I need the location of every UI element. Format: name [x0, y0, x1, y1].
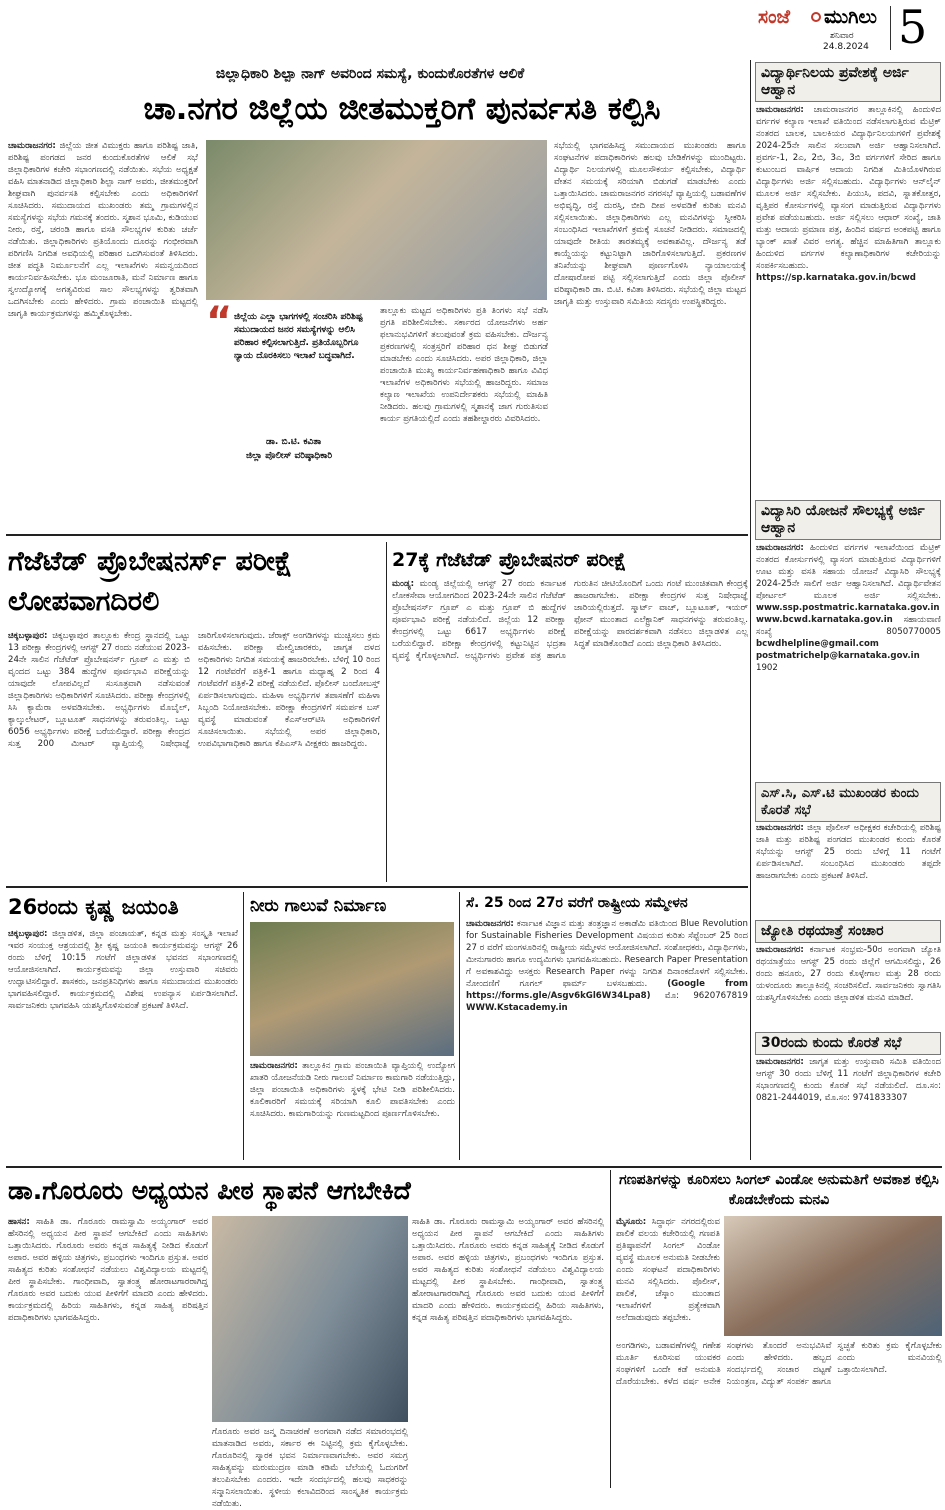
hostel-body: ಚಾಮರಾಜನಗರ: ಚಾಮರಾಜನಗರ ತಾಲ್ಲೂಕಿನಲ್ಲಿ ಹಿಂದುಳಿದ ವರ್ಗಗಳ ಕಲ್ಯಾಣ ಇಲಾಖೆ ವತಿಯಿಂದ ನಡೆಸಲಾಗುತ್ತಿರುವ ಮೆಟ್ರಿಕ್ ನಂತರದ ಬಾಲಕ, ಬಾಲಕಿಯರ ವಿದ್ಯಾರ್ಥಿನಿಲಯಗಳಿಗೆ ಪ್ರವೇಶಕ್ಕೆ 2024-25ನೇ ಸಾಲಿನ ಸಲುವಾಗಿ ಅರ್ಜಿ ಆಹ್ವಾನಿಸಲಾಗಿದೆ. ಪ್ರವರ್ಗ-1, 2ಎ, 2ಬಿ, 3ಎ, 3ಬಿ ವರ್ಗಗಳಿಗೆ ಸೇರಿದ ಹಾಗೂ ಕುಟುಂಬದ ವಾರ್ಷಿಕ ಆದಾಯ ನಿಗದಿತ ಮಿತಿಯೊಳಗಿರುವ ವಿದ್ಯಾರ್ಥಿಗಳು ಅರ್ಜಿ ಸಲ್ಲಿಸಬಹುದು. ವಿದ್ಯಾರ್ಥಿಗಳು ಆನ್‌ಲೈನ್ ಮೂಲಕ ಅರ್ಜಿ ಸಲ್ಲಿಸಬೇಕು. ಪಿಯುಸಿ, ಪದವಿ, ಸ್ನಾತಕೋತ್ತರ, ವೃತ್ತಿಪರ ಕೋರ್ಸುಗಳಲ್ಲಿ ವ್ಯಾಸಂಗ ಮಾಡುತ್ತಿರುವ ವಿದ್ಯಾರ್ಥಿಗಳು ಪ್ರವೇಶ ಪಡೆಯಬಹುದು. ಅರ್ಜಿ ಸಲ್ಲಿಸಲು ಆಧಾರ್ ಸಂಖ್ಯೆ, ಜಾತಿ ಮತ್ತು ಆದಾಯ ಪ್ರಮಾಣ ಪತ್ರ, ಹಿಂದಿನ ವರ್ಷದ ಅಂಕಪಟ್ಟಿ ಹಾಗೂ ಬ್ಯಾಂಕ್ ಖಾತೆ ವಿವರ ಅಗತ್ಯ. ಹೆಚ್ಚಿನ ಮಾಹಿತಿಗಾಗಿ ತಾಲ್ಲೂಕು ಹಿಂದುಳಿದ ವರ್ಗಗಳ ಕಲ್ಯಾಣಾಧಿಕಾರಿಗಳ ಕಚೇರಿಯನ್ನು ಸಂಪರ್ಕಿಸಬಹುದು. https://sp.karnataka.gov.in/bcwd: [756, 105, 942, 283]
sidebar-divider: [750, 60, 751, 1160]
quote-text: ಜಿಲ್ಲೆಯ ಎಲ್ಲಾ ಭಾಗಗಳಲ್ಲಿ ಸಂಚರಿಸಿ ಪರಿಶಿಷ್ಟ ಸಮುದಾಯದ ಜನರ ಸಮಸ್ಯೆಗಳನ್ನು ಆಲಿಸಿ ಪರಿಹಾರ ಕಲ್ಪಿಸಲಾಗುತ್ತಿದೆ. ಪ್ರತಿಯೊಬ್ಬರಿಗೂ ನ್ಯಾಯ ದೊರಕಿಸಲು ಇಲಾಖೆ ಬದ್ಧವಾಗಿದೆ.: [234, 312, 363, 361]
gazette-b-body: ಮಂಡ್ಯ: ಮಂಡ್ಯ ಜಿಲ್ಲೆಯಲ್ಲಿ ಆಗಸ್ಟ್ 27 ರಂದು ಕರ್ನಾಟಕ ಲೋಕಸೇವಾ ಆಯೋಗದಿಂದ 2023-24ನೇ ಸಾಲಿನ ಗೆಜೆಟೆಡ್ ಪ್ರೊಬೇಷನರ್ಸ್ ಗ್ರೂಪ್ ಎ ಮತ್ತು ಗ್ರೂಪ್ ಬಿ ಹುದ್ದೆಗಳ ಪೂರ್ವಭಾವಿ ಪರೀಕ್ಷೆ ನಡೆಯಲಿದೆ. ಜಿಲ್ಲೆಯ 12 ಪರೀಕ್ಷಾ ಕೇಂದ್ರಗಳಲ್ಲಿ ಒಟ್ಟು 6617 ಅಭ್ಯರ್ಥಿಗಳು ಪರೀಕ್ಷೆ ಬರೆಯಲಿದ್ದಾರೆ. ಪರೀಕ್ಷಾ ಕೇಂದ್ರಗಳಲ್ಲಿ ಕಟ್ಟುನಿಟ್ಟಿನ ಭದ್ರತಾ ವ್ಯವಸ್ಥೆ ಕೈಗೊಳ್ಳಲಾಗಿದೆ. ಅಭ್ಯರ್ಥಿಗಳು ಪ್ರವೇಶ ಪತ್ರ ಹಾಗೂ ಗುರುತಿನ ಚೀಟಿಯೊಂದಿಗೆ ಒಂದು ಗಂಟೆ ಮುಂಚಿತವಾಗಿ ಕೇಂದ್ರಕ್ಕೆ ಹಾಜರಾಗಬೇಕು. ಪರೀಕ್ಷಾ ಕೇಂದ್ರಗಳ ಸುತ್ತ ನಿಷೇಧಾಜ್ಞೆ ಜಾರಿಯಲ್ಲಿರುತ್ತದೆ. ಸ್ಮಾರ್ಟ್ ವಾಚ್, ಬ್ಲೂಟೂತ್, ಇಯರ್ ಫೋನ್ ಮುಂತಾದ ಎಲೆಕ್ಟ್ರಾನಿಕ್ ಸಾಧನಗಳನ್ನು ತರುವಂತಿಲ್ಲ. ಪರೀಕ್ಷೆಯನ್ನು ಪಾರದರ್ಶಕವಾಗಿ ನಡೆಸಲು ಜಿಲ್ಲಾಡಳಿತ ಎಲ್ಲ ಸಿದ್ಧತೆ ಮಾಡಿಕೊಂಡಿದೆ ಎಂದು ಜಿಲ್ಲಾಧಿಕಾರಿ ತಿಳಿಸಿದರು.: [392, 579, 748, 661]
water-photo: [250, 922, 454, 1056]
fisheries-headline: ಸೆ. 25 ರಿಂದ 27ರ ವರೆಗೆ ರಾಷ್ಟ್ರೀಯ ಸಮ್ಮೇಳನ: [466, 895, 688, 911]
brand-swirl-icon: [811, 12, 821, 22]
krishna-body: ಚಿಕ್ಕಬಳ್ಳಾಪುರ: ಜಿಲ್ಲಾಡಳಿತ, ಜಿಲ್ಲಾ ಪಂಚಾಯತ್, ಕನ್ನಡ ಮತ್ತು ಸಂಸ್ಕೃತಿ ಇಲಾಖೆ ಇವರ ಸಂಯುಕ್ತ ಆಶ್ರಯದಲ್ಲಿ ಶ್ರೀ ಕೃಷ್ಣ ಜಯಂತಿ ಕಾರ್ಯಕ್ರಮವನ್ನು ಆಗಸ್ಟ್ 26 ರಂದು ಬೆಳಿಗ್ಗೆ 10:15 ಗಂಟೆಗೆ ಜಿಲ್ಲಾಡಳಿತ ಭವನದ ಸಭಾಂಗಣದಲ್ಲಿ ಆಯೋಜಿಸಲಾಗಿದೆ. ಕಾರ್ಯಕ್ರಮವನ್ನು ಜಿಲ್ಲಾ ಉಸ್ತುವಾರಿ ಸಚಿವರು ಉದ್ಘಾಟಿಸಲಿದ್ದಾರೆ. ಶಾಸಕರು, ಜನಪ್ರತಿನಿಧಿಗಳು ಹಾಗೂ ಸಮುದಾಯದ ಮುಖಂಡರು ಭಾಗವಹಿಸಲಿದ್ದಾರೆ. ಕಾರ್ಯಕ್ರಮದಲ್ಲಿ ವಿಶೇಷ ಉಪನ್ಯಾಸ ಏರ್ಪಡಿಸಲಾಗಿದೆ. ಸಾರ್ವಜನಿಕರು ಭಾಗವಹಿಸಿ ಯಶಸ್ವಿಗೊಳಿಸುವಂತೆ ಪ್ರಕಟಣೆ ತಿಳಿಸಿದೆ.: [8, 929, 239, 1011]
col-divider-fish: [459, 892, 460, 1160]
meet30-headline: 30ರಂದು ಕುಂದು ಕೊರತೆ ಸಭೆ: [755, 1032, 941, 1055]
goruru-body-a: ಹಾಸನ: ಸಾಹಿತಿ ಡಾ. ಗೊರೂರು ರಾಮಸ್ವಾಮಿ ಅಯ್ಯಂಗಾರ್ ಅವರ ಹೆಸರಿನಲ್ಲಿ ಅಧ್ಯಯನ ಪೀಠ ಸ್ಥಾಪನೆ ಆಗಬೇಕಿದೆ ಎಂದು ಸಾಹಿತಿಗಳು ಒತ್ತಾಯಿಸಿದರು. ಗೊರೂರು ಅವರು ಕನ್ನಡ ಸಾಹಿತ್ಯಕ್ಕೆ ನೀಡಿದ ಕೊಡುಗೆ ಅಪಾರ. ಅವರ ಹಳ್ಳಿಯ ಚಿತ್ರಗಳು, ಪ್ರಬಂಧಗಳು ಇಂದಿಗೂ ಪ್ರಸ್ತುತ. ಅವರ ಸಾಹಿತ್ಯದ ಕುರಿತು ಸಂಶೋಧನೆ ನಡೆಯಲು ವಿಶ್ವವಿದ್ಯಾಲಯ ಮಟ್ಟದಲ್ಲಿ ಪೀಠ ಸ್ಥಾಪಿಸಬೇಕು. ಗಾಂಧೀವಾದಿ, ಸ್ವಾತಂತ್ರ್ಯ ಹೋರಾಟಗಾರರಾಗಿದ್ದ ಗೊರೂರು ಅವರ ಬದುಕು ಯುವ ಪೀಳಿಗೆಗೆ ಮಾದರಿ ಎಂದು ಹೇಳಿದರು. ಕಾರ್ಯಕ್ರಮದಲ್ಲಿ ಹಿರಿಯ ಸಾಹಿತಿಗಳು, ಕನ್ನಡ ಸಾಹಿತ್ಯ ಪರಿಷತ್ತಿನ ಪದಾಧಿಕಾರಿಗಳು ಭಾಗವಹಿಸಿದ್ದರು.: [8, 1217, 208, 1323]
ganesha-body-b: ಅಂಗಡಿಗಳು, ಬಡಾವಣೆಗಳಲ್ಲಿ ಗಣೇಶ ಮೂರ್ತಿ ಕೂರಿಸುವ ಯುವಕರ ಸಂಘಗಳಿಗೆ ಒಂದೇ ಕಡೆ ಅನುಮತಿ ದೊರೆಯಬೇಕು. ಕಳೆದ ವರ್ಷ ಅನೇಕ ಸಂಘಗಳು ತೊಂದರೆ ಅನುಭವಿಸಿವೆ ಎಂದು ಹೇಳಿದರು. ಹಬ್ಬದ ಸಂದರ್ಭದಲ್ಲಿ ಸಂಚಾರ ದಟ್ಟಣೆ ನಿಯಂತ್ರಣ, ವಿದ್ಯುತ್ ಸಂಪರ್ಕ ಹಾಗೂ ಸ್ವಚ್ಛತೆ ಕುರಿತು ಕ್ರಮ ಕೈಗೊಳ್ಳಬೇಕು ಎಂದು ಮನವಿಯಲ್ಲಿ ಒತ್ತಾಯಿಸಲಾಗಿದೆ.: [616, 1341, 942, 1387]
row-rule-1: [6, 534, 748, 536]
pull-quote: [206, 299, 376, 485]
lead-body-b: ತಾಲ್ಲೂಕು ಮಟ್ಟದ ಅಧಿಕಾರಿಗಳು ಪ್ರತಿ ತಿಂಗಳು ಸಭೆ ನಡೆಸಿ ಪ್ರಗತಿ ಪರಿಶೀಲಿಸಬೇಕು. ಸರ್ಕಾರದ ಯೋಜನೆಗಳು ಅರ್ಹ ಫಲಾನುಭವಿಗಳಿಗೆ ತಲುಪುವಂತೆ ಕ್ರಮ ವಹಿಸಬೇಕು. ದೌರ್ಜನ್ಯ ಪ್ರಕರಣಗಳಲ್ಲಿ ಸಂತ್ರಸ್ತರಿಗೆ ಪರಿಹಾರ ಧನ ಶೀಘ್ರ ಬಿಡುಗಡೆ ಮಾಡಬೇಕು ಎಂದು ಸೂಚಿಸಿದರು. ಅಪರ ಜಿಲ್ಲಾಧಿಕಾರಿ, ಜಿಲ್ಲಾ ಪಂಚಾಯಿತಿ ಮುಖ್ಯ ಕಾರ್ಯನಿರ್ವಹಣಾಧಿಕಾರಿ ಹಾಗೂ ವಿವಿಧ ಇಲಾಖೆಗಳ ಅಧಿಕಾರಿಗಳು ಸಭೆಯಲ್ಲಿ ಹಾಜರಿದ್ದರು. ಸಮಾಜ ಕಲ್ಯಾಣ ಇಲಾಖೆಯ ಉಪನಿರ್ದೇಶಕರು ಸಭೆಯಲ್ಲಿ ಮಾಹಿತಿ ನೀಡಿದರು. ಹಲವು ಗ್ರಾಮಗಳಲ್ಲಿ ಸ್ಮಶಾನಕ್ಕೆ ಜಾಗ ಗುರುತಿಸುವ ಕಾರ್ಯ ಪ್ರಗತಿಯಲ್ಲಿದೆ ಎಂದು ತಹಶೀಲ್ದಾರರು ವಿವರಿಸಿದರು.: [380, 306, 548, 424]
lead-body-a: ಜಿಲ್ಲೆಯ ಜೀತ ವಿಮುಕ್ತರು ಹಾಗೂ ಪರಿಶಿಷ್ಟ ಜಾತಿ, ಪರಿಶಿಷ್ಟ ಪಂಗಡದ ಜನರ ಕುಂದುಕೊರತೆಗಳ ಆಲಿಕೆ ಸಭೆ ಜಿಲ್ಲಾಧಿಕಾರಿಗಳ ಕಚೇರಿ ಸಭಾಂಗಣದಲ್ಲಿ ನಡೆಯಿತು. ಸಭೆಯ ಅಧ್ಯಕ್ಷತೆ ವಹಿಸಿ ಮಾತನಾಡಿದ ಜಿಲ್ಲಾಧಿಕಾರಿ ಶಿಲ್ಪಾ ನಾಗ್ ಅವರು, ಜೀತಮುಕ್ತರಿಗೆ ಶೀಘ್ರವಾಗಿ ಪುನರ್ವಸತಿ ಕಲ್ಪಿಸಬೇಕು ಎಂದು ಅಧಿಕಾರಿಗಳಿಗೆ ಸೂಚಿಸಿದರು. ಸಮುದಾಯದ ಮುಖಂಡರು ತಮ್ಮ ಗ್ರಾಮಗಳಲ್ಲಿನ ಸಮಸ್ಯೆಗಳನ್ನು ಸಭೆಯ ಗಮನಕ್ಕೆ ತಂದರು. ಸ್ಮಶಾನ ಭೂಮಿ, ಕುಡಿಯುವ ನೀರು, ರಸ್ತೆ, ಚರಂಡಿ ಹಾಗೂ ವಸತಿ ಸೌಲಭ್ಯಗಳ ಕುರಿತು ಚರ್ಚೆ ನಡೆಯಿತು. ಜಿಲ್ಲಾಧಿಕಾರಿಗಳು ಪ್ರತಿಯೊಂದು ದೂರನ್ನು ಗಂಭೀರವಾಗಿ ಪರಿಗಣಿಸಿ ನಿಗದಿತ ಅವಧಿಯಲ್ಲಿ ಪರಿಹಾರ ಒದಗಿಸುವಂತೆ ತಿಳಿಸಿದರು. ಜೀತ ಪದ್ಧತಿ ನಿರ್ಮೂಲನೆಗೆ ಎಲ್ಲ ಇಲಾಖೆಗಳು ಸಮನ್ವಯದಿಂದ ಕಾರ್ಯನಿರ್ವಹಿಸಬೇಕು. ಭೂ ಮಂಜೂರಾತಿ, ಮನೆ ನಿರ್ಮಾಣ ಹಾಗೂ ಸ್ವಉದ್ಯೋಗಕ್ಕೆ ಅಗತ್ಯವಿರುವ ಸಾಲ ಸೌಲಭ್ಯಗಳನ್ನು ತ್ವರಿತವಾಗಿ ಒದಗಿಸಬೇಕು ಎಂದು ಹೇಳಿದರು. ಗ್ರಾಮ ಪಂಚಾಯಿತಿ ಮಟ್ಟದಲ್ಲಿ ಜಾಗೃತಿ ಕಾರ್ಯಕ್ರಮಗಳನ್ನು ಹಮ್ಮಿಕೊಳ್ಳಬೇಕು.: [8, 141, 198, 319]
vidyasiri-body: ಚಾಮರಾಜನಗರ: ಹಿಂದುಳಿದ ವರ್ಗಗಳ ಇಲಾಖೆಯಿಂದ ಮೆಟ್ರಿಕ್ ನಂತರದ ಕೋರ್ಸುಗಳಲ್ಲಿ ವ್ಯಾಸಂಗ ಮಾಡುತ್ತಿರುವ ವಿದ್ಯಾರ್ಥಿಗಳಿಗೆ ಊಟ ಮತ್ತು ವಸತಿ ಸಹಾಯ ಯೋಜನೆ ವಿದ್ಯಾಸಿರಿ ಸೌಲಭ್ಯಕ್ಕೆ 2024-25ನೇ ಸಾಲಿಗೆ ಅರ್ಜಿ ಆಹ್ವಾನಿಸಲಾಗಿದೆ. ವಿದ್ಯಾರ್ಥಿವೇತನ ಪೋರ್ಟಲ್ ಮೂಲಕ ಅರ್ಜಿ ಸಲ್ಲಿಸಬೇಕು. www.ssp.postmatric.karnataka.gov.in www.bcwd.karnataka.gov.in ಸಹಾಯವಾಣಿ ಸಂಖ್ಯೆ 8050770005 bcwdhelpline@gmail.com postmatrichelp@karnataka.gov.in 1902: [756, 543, 941, 673]
vidyasiri-email-2[interactable]: postmatrichelp@karnataka.gov.in: [756, 651, 920, 661]
jyothi-headline: ಜ್ಯೋತಿ ರಥಯಾತ್ರೆ ಸಂಚಾರ: [755, 920, 941, 943]
col-divider-ganesha: [610, 1170, 611, 1488]
lead-headline: ಚಾ.ನಗರ ಜಿಲ್ಲೆಯ ಜೀತಮುಕ್ತರಿಗೆ ಪುನರ್ವಸತಿ ಕಲ್ಪಿಸಿ: [143, 91, 661, 127]
water-body: ಚಾಮರಾಜನಗರ: ತಾಲ್ಲೂಕಿನ ಗ್ರಾಮ ಪಂಚಾಯಿತಿ ವ್ಯಾಪ್ತಿಯಲ್ಲಿ ಉದ್ಯೋಗ ಖಾತರಿ ಯೋಜನೆಯಡಿ ನೀರು ಗಾಲುವೆ ನಿರ್ಮಾಣ ಕಾಮಗಾರಿ ನಡೆಯುತ್ತಿದ್ದು, ಜಿಲ್ಲಾ ಪಂಚಾಯಿತಿ ಅಧಿಕಾರಿಗಳು ಸ್ಥಳಕ್ಕೆ ಭೇಟಿ ನೀಡಿ ಪರಿಶೀಲಿಸಿದರು. ಕೂಲಿಕಾರರಿಗೆ ಸಮಯಕ್ಕೆ ಸರಿಯಾಗಿ ಕೂಲಿ ಪಾವತಿಸಬೇಕು ಎಂದು ಸೂಚಿಸಿದರು. ಕಾಮಗಾರಿಯನ್ನು ಗುಣಮಟ್ಟದಿಂದ ಪೂರ್ಣಗೊಳಿಸಬೇಕು.: [250, 1061, 456, 1119]
fisheries-body: ಚಾಮರಾಜನಗರ: ಕರ್ನಾಟಕ ವಿಜ್ಞಾನ ಮತ್ತು ತಂತ್ರಜ್ಞಾನ ಅಕಾಡೆಮಿ ವತಿಯಿಂದ Blue Revolution for Sustainable Fisheries Development ವಿಷಯದ ಕುರಿತು ಸೆಪ್ಟೆಂಬರ್ 25 ರಿಂದ 27 ರ ವರೆಗೆ ಮಂಗಳೂರಿನಲ್ಲಿ ರಾಷ್ಟ್ರೀಯ ಸಮ್ಮೇಳನ ಆಯೋಜಿಸಲಾಗಿದೆ. ಸಂಶೋಧಕರು, ವಿದ್ಯಾರ್ಥಿಗಳು, ಮೀನುಗಾರರು ಹಾಗೂ ಉದ್ಯಮಿಗಳು ಭಾಗವಹಿಸಬಹುದು. Research Paper Presentation ಗೆ ಅವಕಾಶವಿದ್ದು ಆಸಕ್ತರು Research Paper ಗಳನ್ನು ನಿಗದಿತ ದಿನಾಂಕದೊಳಗೆ ಸಲ್ಲಿಸಬೇಕು. ನೋಂದಣಿಗೆ ಗೂಗಲ್ ಫಾರ್ಮ್ ಬಳಸಬಹುದು. (Google from https://forms.gle/Asgv6kGl6W34Lpa8) ಮೊ: 9620767819 WWW.Kstacademy.in: [466, 919, 749, 1013]
vidyasiri-headline: ವಿದ್ಯಾಸಿರಿ ಯೋಜನೆ ಸೌಲಭ್ಯಕ್ಕೆ ಅರ್ಜಿ ಆಹ್ವಾನ: [755, 500, 941, 540]
vidyasiri-link-2[interactable]: www.bcwd.karnataka.gov.in: [756, 615, 893, 625]
vidyasiri-email[interactable]: bcwdhelpline@gmail.com: [756, 639, 879, 649]
goruru-body-c: ಸಾಹಿತಿ ಡಾ. ಗೊರೂರು ರಾಮಸ್ವಾಮಿ ಅಯ್ಯಂಗಾರ್ ಅವರ ಹೆಸರಿನಲ್ಲಿ ಅಧ್ಯಯನ ಪೀಠ ಸ್ಥಾಪನೆ ಆಗಬೇಕಿದೆ ಎಂದು ಸಾಹಿತಿಗಳು ಒತ್ತಾಯಿಸಿದರು. ಗೊರೂರು ಅವರು ಕನ್ನಡ ಸಾಹಿತ್ಯಕ್ಕೆ ನೀಡಿದ ಕೊಡುಗೆ ಅಪಾರ. ಅವರ ಹಳ್ಳಿಯ ಚಿತ್ರಗಳು, ಪ್ರಬಂಧಗಳು ಇಂದಿಗೂ ಪ್ರಸ್ತುತ. ಅವರ ಸಾಹಿತ್ಯದ ಕುರಿತು ಸಂಶೋಧನೆ ನಡೆಯಲು ವಿಶ್ವವಿದ್ಯಾಲಯ ಮಟ್ಟದಲ್ಲಿ ಪೀಠ ಸ್ಥಾಪಿಸಬೇಕು. ಗಾಂಧೀವಾದಿ, ಸ್ವಾತಂತ್ರ್ಯ ಹೋರಾಟಗಾರರಾಗಿದ್ದ ಗೊರೂರು ಅವರ ಬದುಕು ಯುವ ಪೀಳಿಗೆಗೆ ಮಾದರಿ ಎಂದು ಹೇಳಿದರು. ಕಾರ್ಯಕ್ರಮದಲ್ಲಿ ಹಿರಿಯ ಸಾಹಿತಿಗಳು, ಕನ್ನಡ ಸಾಹಿತ್ಯ ಪರಿಷತ್ತಿನ ಪದಾಧಿಕಾರಿಗಳು ಭಾಗವಹಿಸಿದ್ದರು.: [412, 1217, 604, 1323]
quote-author-role: ಜಿಲ್ಲಾ ಪೊಲೀಸ್ ವರಿಷ್ಠಾಧಿಕಾರಿ: [246, 451, 333, 461]
fisheries-form-link[interactable]: (Google from https://forms.gle/Asgv6kGl6W34Lpa8): [466, 979, 749, 1001]
lead-col-4: [554, 140, 746, 530]
lead-photo: [206, 140, 547, 300]
fisheries-site-link[interactable]: WWW.Kstacademy.in: [466, 1003, 568, 1013]
col-divider-water: [243, 892, 244, 1160]
masthead-divider: [890, 6, 891, 50]
gazette-a-headline: ಗೆಜೆಟೆಡ್ ಪ್ರೊಬೇಷನರ್ಸ್ ಪರೀಕ್ಷೆ ಲೋಪವಾಗದಿರಲಿ: [8, 546, 293, 617]
scst-headline: ಎಸ್.ಸಿ, ಎಸ್.ಟಿ ಮುಖಂಡರ ಕುಂದು ಕೊರತೆ ಸಭೆ: [755, 782, 941, 822]
krishna-headline: 26ರಂದು ಕೃಷ್ಣ ಜಯಂತಿ: [8, 895, 179, 919]
brand-name-b: ಮುಗಿಲು: [824, 6, 877, 28]
goruru-body-b: ಗೊರೂರು ಅವರ ಜನ್ಮ ದಿನಾಚರಣೆ ಅಂಗವಾಗಿ ನಡೆದ ಸಮಾರಂಭದಲ್ಲಿ ಮಾತನಾಡಿದ ಅವರು, ಸರ್ಕಾರ ಈ ನಿಟ್ಟಿನಲ್ಲಿ ಕ್ರಮ ಕೈಗೊಳ್ಳಬೇಕು. ಗೊರೂರಿನಲ್ಲಿ ಸ್ಮಾರಕ ಭವನ ನಿರ್ಮಾಣವಾಗಬೇಕು. ಅವರ ಸಮಗ್ರ ಸಾಹಿತ್ಯವನ್ನು ಮರುಮುದ್ರಣ ಮಾಡಿ ಕಡಿಮೆ ಬೆಲೆಯಲ್ಲಿ ಓದುಗರಿಗೆ ತಲುಪಿಸಬೇಕು ಎಂದರು. ಇದೇ ಸಂದರ್ಭದಲ್ಲಿ ಹಲವು ಸಾಧಕರನ್ನು ಸನ್ಮಾನಿಸಲಾಯಿತು. ಸ್ಥಳೀಯ ಕಲಾವಿದರಿಂದ ಸಾಂಸ್ಕೃತಿಕ ಕಾರ್ಯಕ್ರಮ ನಡೆಯಿತು.: [212, 1427, 408, 1509]
ganesha-body-a: ಮೈಸೂರು: ಸಿದ್ಧಾರ್ಥ ನಗರದಲ್ಲಿರುವ ಪಾಲಿಕೆ ವಲಯ ಕಚೇರಿಯಲ್ಲಿ ಗಣಪತಿ ಪ್ರತಿಷ್ಠಾಪನೆಗೆ ಸಿಂಗಲ್ ವಿಂಡೋ ವ್ಯವಸ್ಥೆ ಮೂಲಕ ಅನುಮತಿ ನೀಡಬೇಕು ಎಂದು ಸಂಘಟನೆ ಪದಾಧಿಕಾರಿಗಳು ಮನವಿ ಸಲ್ಲಿಸಿದರು. ಪೊಲೀಸ್, ಪಾಲಿಕೆ, ಚೆಸ್ಕಾಂ ಮುಂತಾದ ಇಲಾಖೆಗಳಿಗೆ ಪ್ರತ್ಯೇಕವಾಗಿ ಅಲೆದಾಡುವುದು ತಪ್ಪಬೇಕು.: [616, 1217, 720, 1323]
issue-date: 24.8.2024: [823, 42, 869, 52]
lead-col-3: [380, 305, 548, 530]
lead-col-1: [8, 140, 198, 530]
hostel-link[interactable]: https://sp.karnataka.gov.in/bcwd: [756, 273, 916, 283]
gazette-a-body: ಚಿಕ್ಕಬಳ್ಳಾಪುರ: ಚಿಕ್ಕಬಳ್ಳಾಪುರ ತಾಲ್ಲೂಕು ಕೇಂದ್ರ ಸ್ಥಾನದಲ್ಲಿ ಒಟ್ಟು 13 ಪರೀಕ್ಷಾ ಕೇಂದ್ರಗಳಲ್ಲಿ ಆಗಸ್ಟ್ 27 ರಂದು ನಡೆಯುವ 2023-24ನೇ ಸಾಲಿನ ಗೆಜೆಟೆಡ್ ಪ್ರೊಬೇಷನರ್ಸ್ ಗ್ರೂಪ್ ಎ ಮತ್ತು ಬಿ ವೃಂದದ ಒಟ್ಟು 384 ಹುದ್ದೆಗಳ ಪೂರ್ವಭಾವಿ ಪರೀಕ್ಷೆಯನ್ನು ಯಾವುದೇ ಲೋಪವಿಲ್ಲದೆ ಸುಸೂತ್ರವಾಗಿ ನಡೆಸುವಂತೆ ಜಿಲ್ಲಾಧಿಕಾರಿಗಳು ಅಧಿಕಾರಿಗಳಿಗೆ ಸೂಚಿಸಿದರು. ಪರೀಕ್ಷಾ ಕೇಂದ್ರಗಳಲ್ಲಿ ಸಿಸಿ ಕ್ಯಾಮೆರಾ ಅಳವಡಿಸಬೇಕು. ಅಭ್ಯರ್ಥಿಗಳು ಮೊಬೈಲ್, ಕ್ಯಾಲ್ಕುಲೇಟರ್, ಬ್ಲೂಟೂತ್ ಸಾಧನಗಳನ್ನು ತರುವಂತಿಲ್ಲ. ಒಟ್ಟು 6056 ಅಭ್ಯರ್ಥಿಗಳು ಪರೀಕ್ಷೆ ಬರೆಯಲಿದ್ದಾರೆ. ಪರೀಕ್ಷಾ ಕೇಂದ್ರದ ಸುತ್ತ 200 ಮೀಟರ್ ವ್ಯಾಪ್ತಿಯಲ್ಲಿ ನಿಷೇಧಾಜ್ಞೆ ಜಾರಿಗೊಳಿಸಲಾಗುವುದು. ಜೆರಾಕ್ಸ್ ಅಂಗಡಿಗಳನ್ನು ಮುಚ್ಚಿಸಲು ಕ್ರಮ ವಹಿಸಬೇಕು. ಪರೀಕ್ಷಾ ಮೇಲ್ವಿಚಾರಕರು, ಜಾಗೃತ ದಳದ ಅಧಿಕಾರಿಗಳು ನಿಗದಿತ ಸಮಯಕ್ಕೆ ಹಾಜರಿರಬೇಕು. ಬೆಳಿಗ್ಗೆ 10 ರಿಂದ 12 ಗಂಟೆವರೆಗೆ ಪತ್ರಿಕೆ-1 ಹಾಗೂ ಮಧ್ಯಾಹ್ನ 2 ರಿಂದ 4 ಗಂಟೆವರೆಗೆ ಪತ್ರಿಕೆ-2 ಪರೀಕ್ಷೆ ನಡೆಯಲಿದೆ. ಪೊಲೀಸ್ ಬಂದೋಬಸ್ತ್ ಏರ್ಪಡಿಸಲಾಗುವುದು. ಮಹಿಳಾ ಅಭ್ಯರ್ಥಿಗಳ ತಪಾಸಣೆಗೆ ಮಹಿಳಾ ಸಿಬ್ಬಂದಿ ನಿಯೋಜಿಸಬೇಕು. ಪರೀಕ್ಷಾ ಕೇಂದ್ರಗಳಿಗೆ ಸಮರ್ಪಕ ಬಸ್ ವ್ಯವಸ್ಥೆ ಮಾಡುವಂತೆ ಕೆಎಸ್‌ಆರ್‌ಟಿಸಿ ಅಧಿಕಾರಿಗಳಿಗೆ ಸೂಚಿಸಲಾಯಿತು. ಸಭೆಯಲ್ಲಿ ಅಪರ ಜಿಲ್ಲಾಧಿಕಾರಿ, ಉಪವಿಭಾಗಾಧಿಕಾರಿ ಹಾಗೂ ಕೆಪಿಎಸ್‌ಸಿ ವೀಕ್ಷಕರು ಹಾಜರಿದ್ದರು.: [8, 631, 380, 749]
gazette-b-headline: 27ಕ್ಕೆ ಗೆಜೆಟೆಡ್ ಪ್ರೊಬೇಷನರ್ ಪರೀಕ್ಷೆ: [392, 549, 627, 571]
goruru-photo: [212, 1216, 408, 1422]
brand-name: ಸಂಜೆ: [758, 6, 791, 28]
water-headline: ನೀರು ಗಾಲುವೆ ನಿರ್ಮಾಣ: [250, 896, 387, 916]
lead-kicker: ಜಿಲ್ಲಾಧಿಕಾರಿ ಶಿಲ್ಪಾ ನಾಗ್ ಅವರಿಂದ ಸಮಸ್ಯೆ, ಕುಂದುಕೊರತೆಗಳ ಆಲಿಕೆ: [215, 66, 525, 82]
row-rule-2: [6, 886, 748, 888]
hostel-headline: ವಿದ್ಯಾರ್ಥಿನಿಲಯ ಪ್ರವೇಶಕ್ಕೆ ಅರ್ಜಿ ಆಹ್ವಾನ: [755, 62, 941, 102]
col-divider-gazette: [386, 542, 387, 882]
vidyasiri-link-1[interactable]: www.ssp.postmatric.karnataka.gov.in: [756, 603, 940, 613]
issue-day: ಶನಿವಾರ: [830, 31, 854, 41]
dateline: ಚಾಮರಾಜನಗರ:: [8, 141, 56, 151]
quote-author: ಡಾ. ಬಿ.ಟಿ. ಕವಿತಾ: [266, 437, 322, 447]
lead-body-c: ಸಭೆಯಲ್ಲಿ ಭಾಗವಹಿಸಿದ್ದ ಸಮುದಾಯದ ಮುಖಂಡರು ಹಾಗೂ ಸಂಘಟನೆಗಳ ಪದಾಧಿಕಾರಿಗಳು ಹಲವು ಬೇಡಿಕೆಗಳನ್ನು ಮುಂದಿಟ್ಟರು. ವಿದ್ಯಾರ್ಥಿ ನಿಲಯಗಳಲ್ಲಿ ಮೂಲಸೌಕರ್ಯ ಕಲ್ಪಿಸಬೇಕು, ವಿದ್ಯಾರ್ಥಿ ವೇತನ ಸಮಯಕ್ಕೆ ಸರಿಯಾಗಿ ಬಿಡುಗಡೆ ಮಾಡಬೇಕು ಎಂದು ಒತ್ತಾಯಿಸಿದರು. ಚಾಮರಾಜನಗರ ನಗರಸಭೆ ವ್ಯಾಪ್ತಿಯಲ್ಲಿ ಬಡಾವಣೆಗಳ ಅಭಿವೃದ್ಧಿ, ರಸ್ತೆ ದುರಸ್ತಿ, ಬೀದಿ ದೀಪ ಅಳವಡಿಕೆ ಕುರಿತು ಮನವಿ ಸಲ್ಲಿಸಲಾಯಿತು. ಜಿಲ್ಲಾಧಿಕಾರಿಗಳು ಎಲ್ಲ ಮನವಿಗಳನ್ನು ಸ್ವೀಕರಿಸಿ ಸಂಬಂಧಿಸಿದ ಇಲಾಖೆಗಳಿಗೆ ಕ್ರಮಕ್ಕೆ ಸೂಚನೆ ನೀಡಿದರು.: [554, 141, 746, 235]
page-number: 5: [898, 0, 928, 54]
jyothi-body: ಚಾಮರಾಜನಗರ: ಕರ್ನಾಟಕ ಸಂಭ್ರಮ-50ರ ಅಂಗವಾಗಿ ಜ್ಯೋತಿ ರಥಯಾತ್ರೆಯು ಆಗಸ್ಟ್ 25 ರಂದು ಜಿಲ್ಲೆಗೆ ಆಗಮಿಸಲಿದ್ದು, 26 ರಂದು ಹನೂರು, 27 ರಂದು ಕೊಳ್ಳೇಗಾಲ ಮತ್ತು 28 ರಂದು ಯಳಂದೂರು ತಾಲ್ಲೂಕಿನಲ್ಲಿ ಸಂಚರಿಸಲಿದೆ. ಸಾರ್ವಜನಿಕರು ಸ್ವಾಗತಿಸಿ ಯಶಸ್ವಿಗೊಳಿಸಬೇಕು ಎಂದು ಜಿಲ್ಲಾಡಳಿತ ಮನವಿ ಮಾಡಿದೆ.: [756, 945, 941, 1003]
masthead: [720, 0, 942, 54]
ganesha-headline: ಗಣಪತಿಗಳನ್ನು ಕೂರಿಸಲು ಸಿಂಗಲ್ ವಿಂಡೋ ಅನುಮತಿಗೆ ಅವಕಾಶ ಕಲ್ಪಿಸಿ ಕೊಡಬೇಕೆಂದು ಮನವಿ: [619, 1172, 939, 1208]
quote-mark-icon: “: [206, 299, 233, 345]
ganesha-photo: [724, 1216, 942, 1336]
lead-body-d: ಸಮಾಜದಲ್ಲಿ ಯಾವುದೇ ರೀತಿಯ ತಾರತಮ್ಯಕ್ಕೆ ಅವಕಾಶವಿಲ್ಲ. ದೌರ್ಜನ್ಯ ತಡೆ ಕಾಯ್ದೆಯನ್ನು ಕಟ್ಟುನಿಟ್ಟಾಗಿ ಜಾರಿಗೊಳಿಸಲಾಗುತ್ತಿದೆ. ಪ್ರಕರಣಗಳ ತನಿಖೆಯನ್ನು ಶೀಘ್ರವಾಗಿ ಪೂರ್ಣಗೊಳಿಸಿ ನ್ಯಾಯಾಲಯಕ್ಕೆ ದೋಷಾರೋಪ ಪಟ್ಟಿ ಸಲ್ಲಿಸಲಾಗುತ್ತಿದೆ ಎಂದು ಜಿಲ್ಲಾ ಪೊಲೀಸ್ ವರಿಷ್ಠಾಧಿಕಾರಿ ಡಾ. ಬಿ.ಟಿ. ಕವಿತಾ ತಿಳಿಸಿದರು. ಸಭೆಯಲ್ಲಿ ಜಿಲ್ಲಾ ಮಟ್ಟದ ಜಾಗೃತಿ ಮತ್ತು ಉಸ್ತುವಾರಿ ಸಮಿತಿಯ ಸದಸ್ಯರು ಉಪಸ್ಥಿತರಿದ್ದರು.: [554, 225, 746, 307]
goruru-headline: ಡಾ.ಗೊರೂರು ಅಧ್ಯಯನ ಪೀಠ ಸ್ಥಾಪನೆ ಆಗಬೇಕಿದೆ: [8, 1176, 411, 1205]
meet30-body: ಚಾಮರಾಜನಗರ: ಜಾಗೃತ ಮತ್ತು ಉಸ್ತುವಾರಿ ಸಮಿತಿ ವತಿಯಿಂದ ಆಗಸ್ಟ್ 30 ರಂದು ಬೆಳಿಗ್ಗೆ 11 ಗಂಟೆಗೆ ಜಿಲ್ಲಾಧಿಕಾರಿಗಳ ಕಚೇರಿ ಸಭಾಂಗಣದಲ್ಲಿ ಕುಂದು ಕೊರತೆ ಸಭೆ ನಡೆಯಲಿದೆ. ದೂ.ಸಂ: 0821-2444019, ಮೊ.ಸಂ: 9741833307: [756, 1057, 942, 1103]
scst-body: ಚಾಮರಾಜನಗರ: ಜಿಲ್ಲಾ ಪೊಲೀಸ್ ಅಧೀಕ್ಷಕರ ಕಚೇರಿಯಲ್ಲಿ ಪರಿಶಿಷ್ಟ ಜಾತಿ ಮತ್ತು ಪರಿಶಿಷ್ಟ ಪಂಗಡದ ಮುಖಂಡರ ಕುಂದು ಕೊರತೆ ಸಭೆಯನ್ನು ಆಗಸ್ಟ್ 25 ರಂದು ಬೆಳಿಗ್ಗೆ 11 ಗಂಟೆಗೆ ಏರ್ಪಡಿಸಲಾಗಿದೆ. ಸಂಬಂಧಿಸಿದ ಮುಖಂಡರು ತಪ್ಪದೇ ಹಾಜರಾಗಬೇಕು ಎಂದು ಪ್ರಕಟಣೆ ತಿಳಿಸಿದೆ.: [756, 823, 941, 881]
